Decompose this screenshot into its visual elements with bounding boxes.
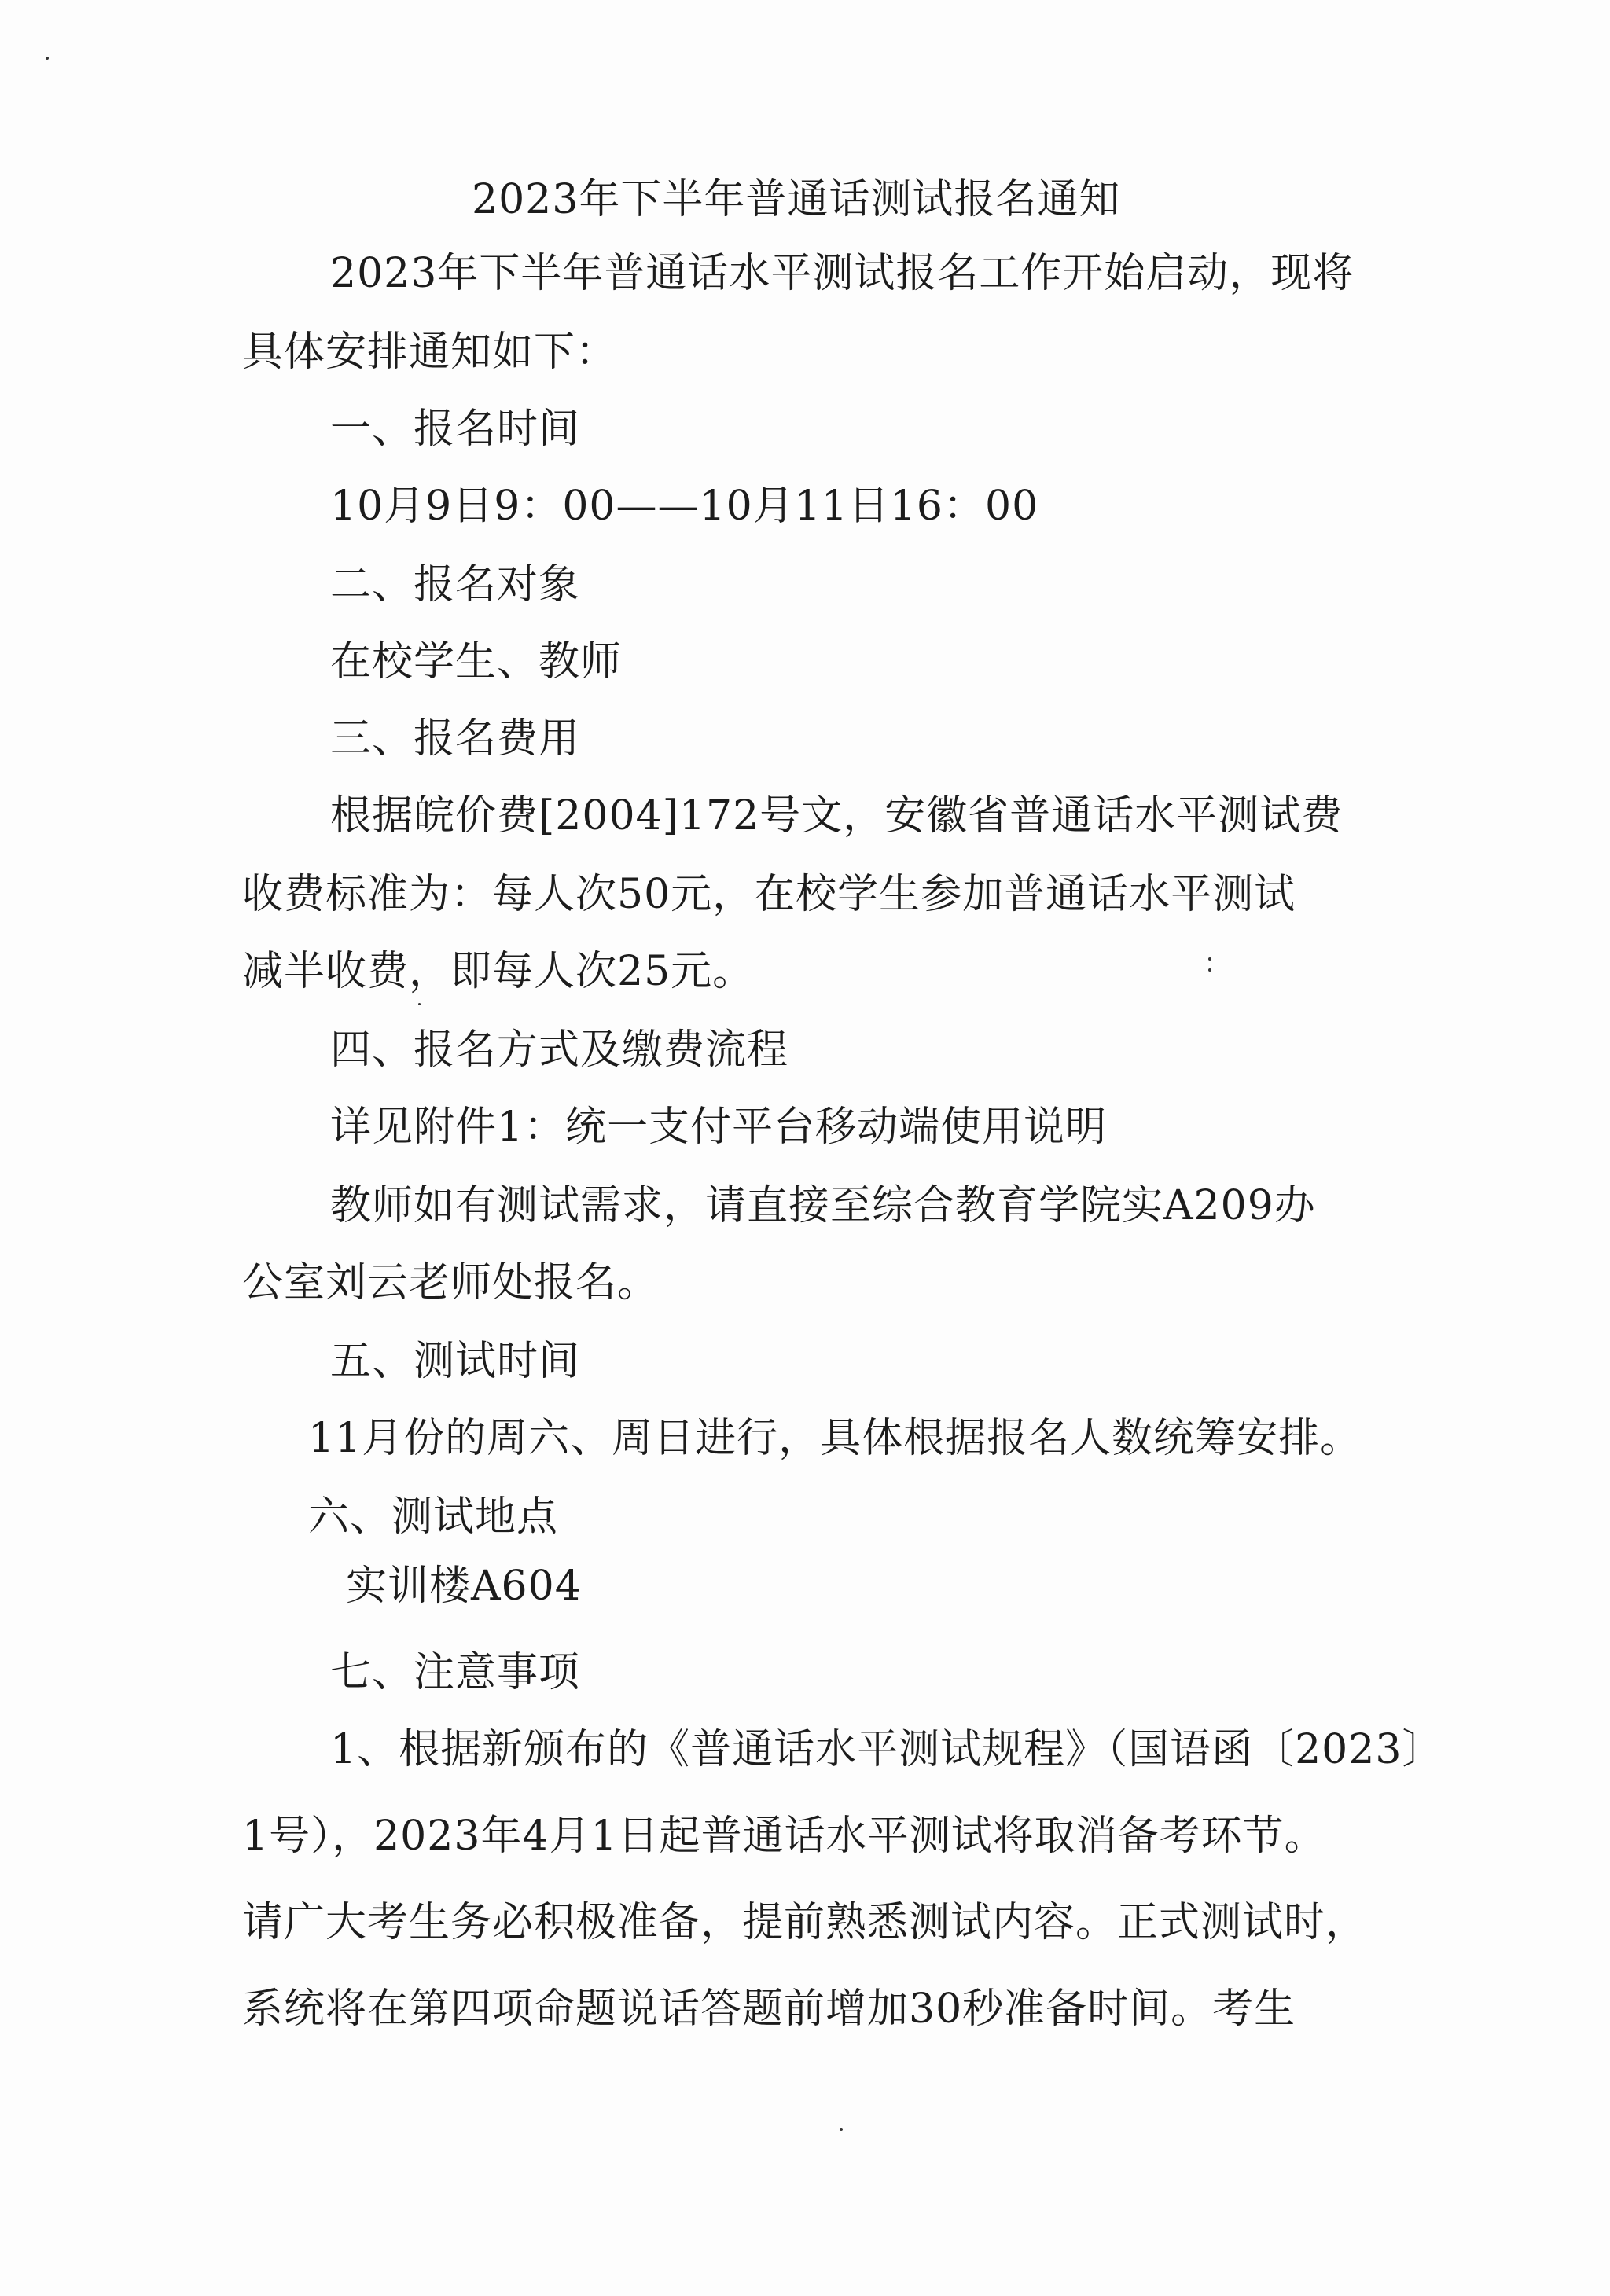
section-1-body: 10月9日9：00——10月11日16：00 (330, 483, 1039, 530)
section-7-body-line-4: 系统将在第四项命题说话答题前增加30秒准备时间。考生 (242, 1986, 1296, 2033)
section-4-heading: 四、报名方式及缴费流程 (330, 1027, 789, 1074)
scan-speck (1208, 957, 1211, 961)
scan-speck (840, 2128, 843, 2131)
section-2-body: 在校学生、教师 (330, 638, 623, 685)
section-3-heading: 三、报名费用 (330, 715, 581, 762)
section-3-body-line-2: 收费标准为：每人次50元，在校学生参加普通话水平测试 (242, 871, 1296, 918)
scan-speck (418, 1003, 421, 1005)
section-2-heading: 二、报名对象 (330, 561, 581, 608)
section-4-body-line-2: 教师如有测试需求，请直接至综合教育学院实A209办 (330, 1182, 1316, 1229)
section-4-body-line-1: 详见附件1：统一支付平台移动端使用说明 (330, 1104, 1108, 1151)
scan-speck (46, 57, 49, 60)
document-title: 2023年下半年普通话测试报名通知 (472, 176, 1121, 223)
section-3-body-line-1: 根据皖价费[2004]172号文，安徽省普通话水平测试费 (330, 792, 1344, 839)
section-4-body-line-3: 公室刘云老师处报名。 (242, 1259, 660, 1306)
scan-speck (1208, 968, 1211, 972)
section-7-body-line-3: 请广大考生务必积极准备，提前熟悉测试内容。正式测试时， (242, 1899, 1368, 1946)
section-7-heading: 七、注意事项 (330, 1649, 581, 1696)
section-3-body-line-3: 减半收费，即每人次25元。 (242, 948, 755, 995)
intro-paragraph-line-2: 具体安排通知如下： (242, 329, 618, 376)
section-5-body: 11月份的周六、周日进行，具体根据报名人数统筹安排。 (308, 1415, 1362, 1462)
section-1-heading: 一、报名时间 (330, 406, 581, 453)
section-5-heading: 五、测试时间 (330, 1338, 581, 1385)
section-7-body-line-2: 1号），2023年4月1日起普通话水平测试将取消备考环节。 (242, 1813, 1326, 1860)
intro-paragraph-line-1: 2023年下半年普通话水平测试报名工作开始启动，现将 (330, 250, 1355, 297)
section-6-heading: 六、测试地点 (308, 1493, 559, 1541)
section-6-body: 实训楼A604 (346, 1563, 582, 1610)
section-7-body-line-1: 1、根据新颁布的《普通话水平测试规程》（国语函〔2023〕 (330, 1726, 1444, 1773)
